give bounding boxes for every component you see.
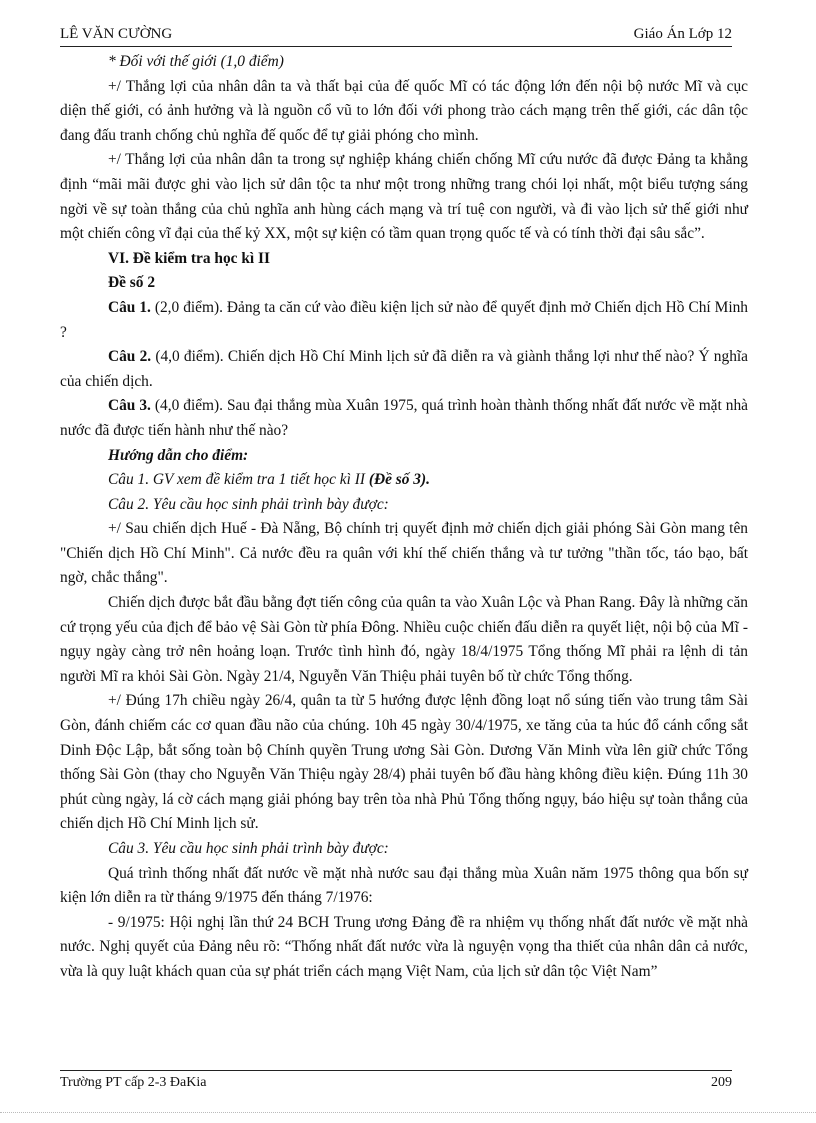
answer-3-heading: Câu 3. Yêu cầu học sinh phải trình bày được:	[108, 840, 389, 857]
answer-1-reference: (Đề số 3).	[368, 471, 430, 489]
page-footer	[60, 1070, 732, 1097]
page-number: 209	[711, 1075, 732, 1090]
exam-heading: Đề số 2	[108, 274, 156, 292]
paragraph-world-impact: +/ Thắng lợi của nhân dân ta và thất bại của đế quốc Mĩ có tác động lớn đến nội bộ nước Mĩ và cục diện thế giới, có ảnh hưởng và là nguồn cổ vũ to lớn đối với phong trào cách mạng trên thế giới, các dân tộc đang đấu tranh chống chủ nghĩa đế quốc để tự giải phóng cho mình.	[60, 77, 748, 144]
header-author: LÊ VĂN CƯỜNG	[60, 26, 173, 42]
grading-guide-heading: Hướng dẫn cho điểm:	[108, 446, 249, 464]
answer-1	[60, 468, 748, 493]
question-1-label: Câu 1.	[108, 298, 151, 316]
answer-2-heading: Câu 2. Yêu cầu học sinh phải trình bày được:	[108, 495, 389, 513]
answer-1-text: Câu 1. GV xem đề kiểm tra 1 tiết học kì II	[108, 471, 369, 489]
question-3-label: Câu 3.	[108, 397, 151, 415]
world-impact-heading: * Đối với thế giới (1,0 điểm)	[108, 53, 284, 70]
footer-school: Trường PT cấp 2-3 ĐaKia	[60, 1075, 207, 1090]
paragraph-campaign-launch: +/ Sau chiến dịch Huế - Đà Nẵng, Bộ chính trị quyết định mở chiến dịch giải phóng Sài Gòn mang tên "Chiến dịch Hồ Chí Minh". Cả nước đều ra quân với khí thế chiến thắng và tư tưởng "thần tốc, táo bạo, bất ngờ, chắc thắng".	[60, 520, 748, 587]
paragraph-campaign-victory: +/ Đúng 17h chiều ngày 26/4, quân ta từ 5 hướng được lệnh đồng loạt nổ súng tiến vào trung tâm Sài Gòn, đánh chiếm các cơ quan đầu não của chúng. 10h 45 ngày 30/4/1975, xe tăng của ta húc đổ cánh cổng sắt Dinh Độc Lập, bắt sống toàn bộ Chính quyền Trung ương Sài Gòn. Dương Văn Minh vừa lên giữ chức Tổng thống Sài Gòn (thay cho Nguyễn Văn Thiệu ngày 28/4) phải tuyên bố đầu hàng không điều kiện. Đúng 11h 30 phút cùng ngày, lá cờ cách mạng giải phóng bay trên tòa nhà Phủ Tổng thống ngụy, báo hiệu sự toàn thắng của chiến dịch Hồ Chí Minh lịch sử.	[60, 692, 748, 833]
question-2-label: Câu 2.	[108, 348, 152, 366]
paragraph-party-assessment: +/ Thắng lợi của nhân dân ta trong sự nghiệp kháng chiến chống Mĩ cứu nước đã được Đảng ta khẳng định “mãi mãi được ghi vào lịch sử dân tộc ta như một trong những trang chói lọi nhất, một biểu tượng sáng ngời về sự toàn thắng của chủ nghĩa anh hùng cách mạng và trí tuệ con người, và đi vào lịch sử thế giới như một chiến công vĩ đại của thế kỷ XX, một sự kiện có tầm quan trọng quốc tế và có tính thời đại sâu sắc”.	[60, 151, 748, 243]
page-edge-divider	[0, 1112, 816, 1115]
question-1-text: (2,0 điểm). Đảng ta căn cứ vào điều kiện lịch sử nào để quyết định mở Chiến dịch Hồ Chí Minh ?	[60, 298, 748, 341]
question-3-text: (4,0 điểm). Sau đại thắng mùa Xuân 1975, quá trình hoàn thành thống nhất đất nước về mặt nhà nước đã được tiến hành như thế nào?	[60, 397, 748, 439]
header-course: Giáo Án Lớp 12	[633, 26, 732, 42]
section-heading: VI. Đề kiểm tra học kì II	[108, 249, 271, 267]
question-2	[60, 345, 748, 394]
question-1	[60, 296, 748, 345]
paragraph-unification-intro: Quá trình thống nhất đất nước về mặt nhà nước sau đại thắng mùa Xuân năm 1975 thông qua bốn sự kiện lớn diễn ra từ tháng 9/1975 đến tháng 7/1976:	[60, 864, 748, 907]
document-body	[60, 50, 748, 985]
page-header	[60, 24, 732, 47]
paragraph-campaign-progress: Chiến dịch được bắt đầu bằng đợt tiến công của quân ta vào Xuân Lộc và Phan Rang. Đây là những căn cứ trọng yếu của địch để bảo vệ Sài Gòn từ phía Đông. Nhiều cuộc chiến đấu diễn ra quyết liệt, nội bộ của Mĩ - ngụy ngày càng trở nên hoảng loạn. Trước tình hình đó, ngày 18/4/1975 Tổng thống Mĩ phải ra lệnh di tản người Mĩ ra khỏi Sài Gòn. Ngày 21/4, Nguyễn Văn Thiệu phải tuyên bố từ chức Tổng thống.	[60, 594, 748, 685]
question-2-text: (4,0 điểm). Chiến dịch Hồ Chí Minh lịch sử đã diễn ra và giành thắng lợi như thế nào? Ý nghĩa của chiến dịch.	[60, 348, 748, 390]
paragraph-unification-sept-1975: - 9/1975: Hội nghị lần thứ 24 BCH Trung ương Đảng đề ra nhiệm vụ thống nhất đất nước về mặt nhà nước. Nghị quyết của Đảng nêu rõ: “Thống nhất đất nước vừa là nguyện vọng tha thiết của nhân dân cả nước, vừa là quy luật khách quan của sự phát triển cách mạng Việt Nam, của lịch sử dân tộc Việt Nam”	[60, 913, 748, 980]
question-3	[60, 394, 748, 443]
